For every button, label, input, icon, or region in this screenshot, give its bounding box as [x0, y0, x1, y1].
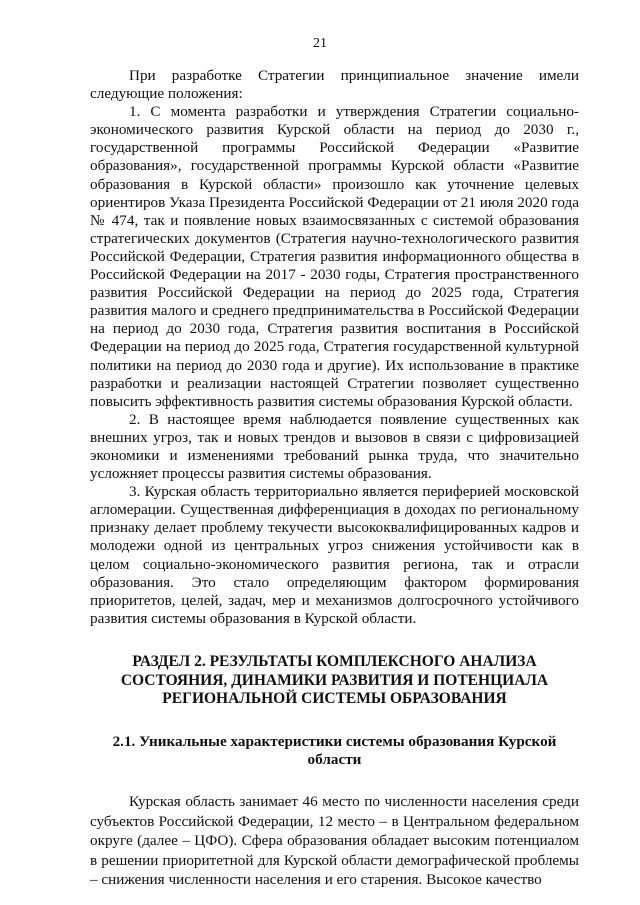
subsection-heading-line: 2.1. Уникальные характеристики системы образования Курской: [112, 732, 557, 750]
section-2-paragraph: Курская область занимает 46 место по численности населения среди субъектов Российской Федерации, 12 место – в Центральном федеральном округе (далее – ЦФО). Сфера образования обладает высоким потенциалом в решении приоритетной для Курской области демографической проблемы – снижения численности населения и его старения. Высокое качество: [90, 793, 579, 889]
section-heading-line: РЕГИОНАЛЬНОЙ СИСТЕМЫ ОБРАЗОВАНИЯ: [162, 690, 507, 708]
section-2-text: [90, 792, 579, 890]
section-heading-line: СОСТОЯНИЯ, ДИНАМИКИ РАЗВИТИЯ И ПОТЕНЦИАЛА: [120, 671, 549, 689]
point-3-paragraph: 3. Курская область территориально является периферией московской агломерации. Существенная дифференциация в доходах по региональному признаку делает проблему текучести высококвалифицированных кадров и молодежи одной из центральных угроз снижения устойчивости как в целом социально-экономического развития региона, так и отрасли образования. Это стало определяющим фактором формирования приоритетов, целей, задач, мер и механизмов долгосрочного устойчивого развития системы образования в Курской области.: [90, 483, 579, 627]
point-1-paragraph: 1. С момента разработки и утверждения Стратегии социально-экономического развития Курской области на период до 2030 г., государственной программы Российской Федерации «Развитие образования», государственной программы Курской области «Развитие образования в Курской области» произошло как уточнение целевых ориентиров Указа Президента Российской Федерации от 21 июля 2020 года № 474, так и появление новых взаимосвязанных с системой образования стратегических документов (Стратегия научно-технологического развития Российской Федерации, Стратегия развития информационного общества в Российской Федерации на 2017 - 2030 годы, Стратегия пространственного развития Российской Федерации на период до 2025 года, Стратегия развития малого и среднего предпринимательства в Российской Федерации на период до 2030 года, Стратегия развития воспитания в Российской Федерации на период до 2025 года, Стратегия государственной культурной политики на период до 2030 года и другие). Их использование в практике разработки и реализации настоящей Стратегии позволяет существенно повысить эффективность развития системы образования Курской области.: [90, 103, 579, 410]
section-heading: [90, 653, 579, 709]
subsection-heading: [90, 733, 579, 770]
page-number: 21: [313, 36, 327, 51]
section-heading-line: РАЗДЕЛ 2. РЕЗУЛЬТАТЫ КОМПЛЕКСНОГО АНАЛИЗА: [132, 652, 537, 670]
document-body: [90, 67, 579, 890]
intro-paragraph: При разработке Стратегии принципиальное значение имели следующие положения:: [90, 67, 579, 103]
point-2-paragraph: 2. В настоящее время наблюдается появление существенных как внешних угроз, так и новых трендов и вызовов в связи с цифровизацией экономики и изменениями требований рынка труда, что значительно усложняет процессы развития системы образования.: [90, 410, 579, 483]
subsection-heading-line: области: [307, 750, 362, 768]
